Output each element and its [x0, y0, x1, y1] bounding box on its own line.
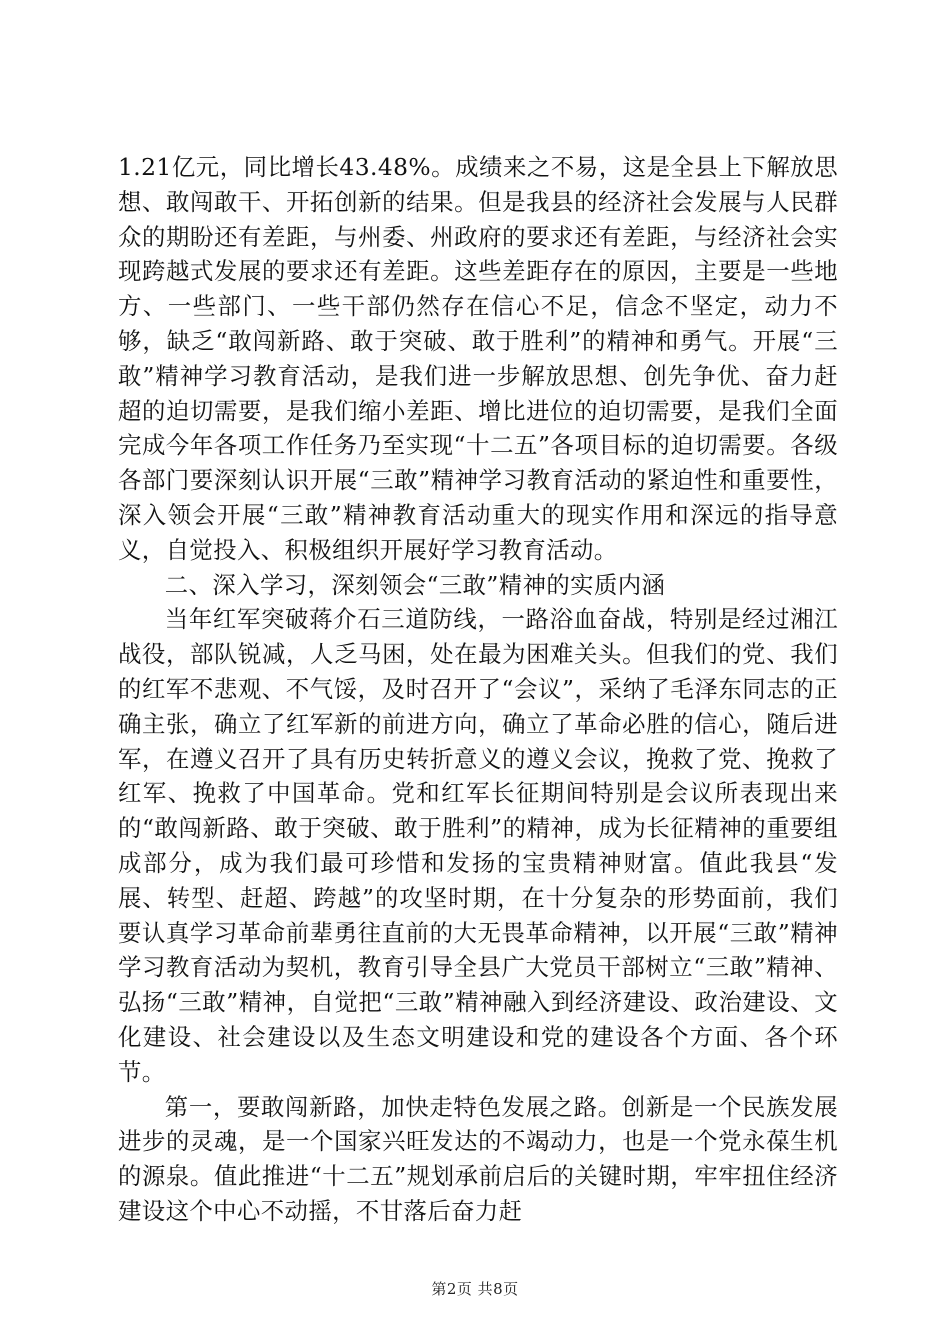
- body-text: [118, 150, 838, 1229]
- section-heading: 二、深入学习，深刻领会“三敢”精神的实质内涵: [164, 570, 666, 599]
- paragraph-1: 1.21亿元，同比增长43.48%。成绩来之不易，这是全县上下解放思想、敢闯敢干、开拓创新的结果。但是我县的经济社会发展与人民群众的期盼还有差距，与州委、州政府的要求还有差距，与经济社会实现跨越式发展的要求还有差距。这些差距存在的原因，主要是一些地方、一些部门、一些干部仍然存在信心不足，信念不坚定，动力不够，缺乏“敢闯新路、敢于突破、敢于胜利”的精神和勇气。开展“三敢”精神学习教育活动，是我们进一步解放思想、创先争优、奋力赶超的迫切需要，是我们缩小差距、增比进位的迫切需要，是我们全面完成今年各项工作任务乃至实现“十二五”各项目标的迫切需要。各级各部门要深刻认识开展“三敢”精神学习教育活动的紧迫性和重要性，深入领会开展“三敢”精神教育活动重大的现实作用和深远的指导意义，自觉投入、积极组织开展好学习教育活动。: [118, 153, 838, 564]
- paragraph-4: 第一，要敢闯新路，加快走特色发展之路。创新是一个民族发展进步的灵魂，是一个国家兴旺发达的不竭动力，也是一个党永葆生机的源泉。值此推进“十二五”规划承前启后的关键时期，牢牢扭住经济建设这个中心不动摇，不甘落后奋力赶: [118, 1092, 838, 1225]
- paragraph-3: 当年红军突破蒋介石三道防线，一路浴血奋战，特别是经过湘江战役，部队锐减，人乏马困，处在最为困难关头。但我们的党、我们的红军不悲观、不气馁，及时召开了“会议”，采纳了毛泽东同志的正确主张，确立了红军新的前进方向，确立了革命必胜的信心，随后进军，在遵义召开了具有历史转折意义的遵义会议，挽救了党、挽救了红军、挽救了中国革命。党和红军长征期间特别是会议所表现出来的“敢闯新路、敢于突破、敢于胜利”的精神，成为长征精神的重要组成部分，成为我们最可珍惜和发扬的宝贵精神财富。值此我县“发展、转型、赶超、跨越”的攻坚时期，在十分复杂的形势面前，我们要认真学习革命前辈勇往直前的大无畏革命精神，以开展“三敢”精神学习教育活动为契机，教育引导全县广大党员干部树立“三敢”精神、弘扬“三敢”精神，自觉把“三敢”精神融入到经济建设、政治建设、文化建设、社会建设以及生态文明建设和党的建设各个方面、各个环节。: [118, 605, 838, 1086]
- page-footer: 第2页 共8页: [431, 1280, 519, 1298]
